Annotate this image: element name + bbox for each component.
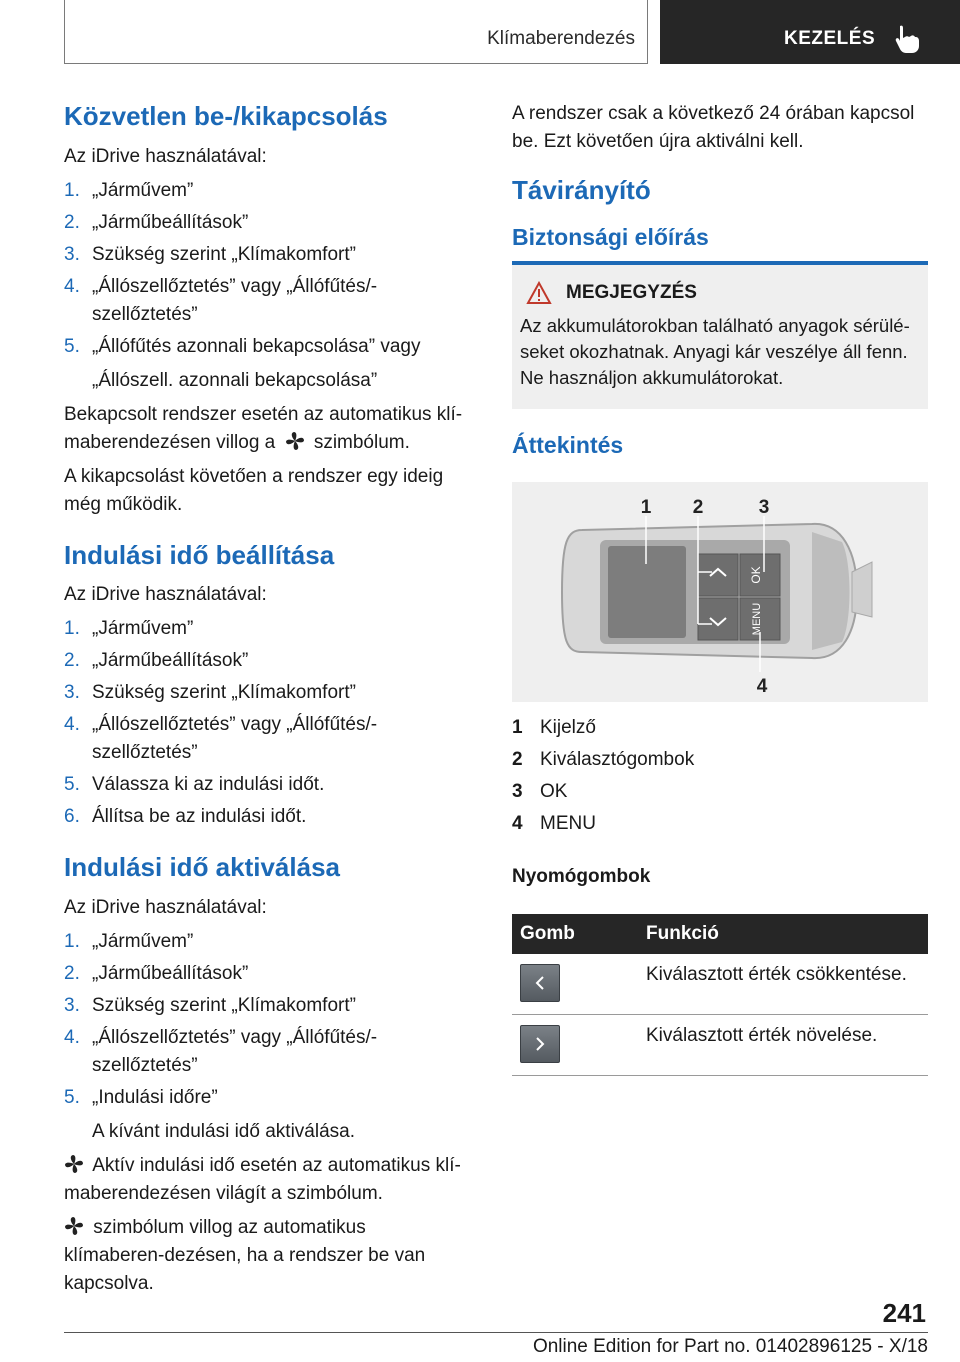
list-item: 5. „Állófűtés azonnali bekapcsolása” vagy [64,335,421,357]
list-item: 3. Szükség szerint „Klímakomfort” [64,994,356,1016]
list-item: 2. „Járműbeállítások” [64,962,249,984]
subsection-title-overview: Áttekintés [512,432,624,459]
subsection-title-buttons: Nyomógombok [512,866,651,887]
list-item: 2. „Járműbeállítások” [64,650,249,671]
body-text: A kikapcsolást követően a rendszer egy ideig még működik. [64,465,444,515]
warning-note [512,265,928,409]
legend-item: 4 MENU [512,813,596,834]
callout-1: 1 [640,497,652,518]
step-sub-text: A kívánt indulási idő aktiválása. [92,1120,355,1142]
right-column [512,100,928,1076]
section-title-remote: Távirányító [512,175,651,205]
list-item: 5. Válassza ki az indulási időt. [64,774,325,795]
table-header-function: Funkció [638,914,928,954]
intro-text: Az iDrive használatával: [64,145,267,167]
section-title-activate-departure: Indulási idő aktiválása [64,852,340,882]
ok-label: OK [749,566,763,584]
table-cell: Kiválasztott érték növelése. [638,1015,928,1076]
list-item: 4. „Állószellőztetés” vagy „Állófűtés/-szellőztetés” [64,714,378,763]
legend-item: 2 Kiválasztógombok [512,749,695,770]
table-row [512,954,928,1015]
list-item: 2. „Járműbeállítások” [64,211,249,233]
footer-edition: Online Edition for Part no. 01402896125 - X/18 [532,1336,928,1357]
section-title-direct-switch: Közvetlen be-/kikapcsolás [64,101,388,131]
section-title-set-departure: Indulási idő beállítása [64,539,335,570]
menu-label: MENU [751,602,763,636]
list-item: 5. „Indulási időre” [64,1086,218,1108]
list-item: 1. „Járművem” [64,930,194,952]
intro-text: Az iDrive használatával: [64,584,267,605]
fan-symbol-icon [285,431,305,451]
body-text: Bekapcsolt rendszer esetén az automatikus klí-maberendezésen villog a szimbólum. [64,403,463,453]
remote-key-illustration [512,482,928,702]
legend-item: 3 OK [512,781,568,802]
figure-legend [512,712,928,840]
steps-list [64,615,464,831]
legend-item: 1 Kijelző [512,717,596,738]
warning-triangle-icon [526,281,552,305]
list-item: 4. „Állószellőztetés” vagy „Állófűtés/-szellőztetés” [64,1026,378,1076]
callout-3: 3 [758,497,770,518]
list-item: 1. „Járművem” [64,618,194,639]
display-panel [608,546,686,638]
list-item: 3. Szükség szerint „Klímakomfort” [64,243,356,265]
fan-symbol-icon [64,1154,84,1174]
list-item: 3. Szükség szerint „Klímakomfort” [64,682,356,703]
header-section-title: Klímaberendezés [487,28,635,49]
callout-2: 2 [692,497,704,518]
table-header-button: Gomb [512,914,638,954]
header-chapter-title: KEZELÉS [784,28,876,49]
fan-symbol-icon [64,1216,84,1236]
header-section-box [64,0,648,64]
chevron-left-icon [520,964,560,1002]
list-item: 4. „Állószellőztetés” vagy „Állófűtés/-szellőztetés” [64,275,378,325]
list-item: 6. Állítsa be az indulási időt. [64,806,307,827]
list-item: 1. „Járművem” [64,179,194,201]
body-text: szimbólum villog az automatikus klímaberen-dezésen, ha a rendszer be van kapcsolva. [64,1216,426,1294]
note-text: Az akkumulátorokban található anyagok sérülé-seket okozhatnak. Anyagi kár veszélye áll fenn. Ne használjon akkumulátorokat. [520,315,910,389]
table-row [512,1015,928,1076]
left-column [64,100,464,1304]
table-cell: Kiválasztott érték csökkentése. [638,954,928,1015]
buttons-table [512,914,928,1076]
steps-list [64,928,464,1112]
callout-4: 4 [756,676,768,697]
note-heading: MEGJEGYZÉS [566,282,697,304]
pointing-hand-icon [894,24,920,54]
page-number: 241 [882,1298,926,1328]
footer-divider [64,1332,928,1333]
step-sub-text: „Állószell. azonnali bekapcsolása” [92,369,378,391]
chevron-right-icon [520,1025,560,1063]
remote-control-figure [512,482,928,702]
body-text: A rendszer csak a következő 24 órában kapcsol be. Ezt követően újra aktiválni kell. [512,103,915,152]
subsection-title-safety: Biztonsági előírás [512,223,709,250]
steps-list [64,177,464,361]
body-text: Aktív indulási idő esetén az automatikus klí-maberendezésen világít a szimbólum. [64,1154,461,1204]
header-chapter-box [660,0,960,64]
intro-text: Az iDrive használatával: [64,896,267,918]
